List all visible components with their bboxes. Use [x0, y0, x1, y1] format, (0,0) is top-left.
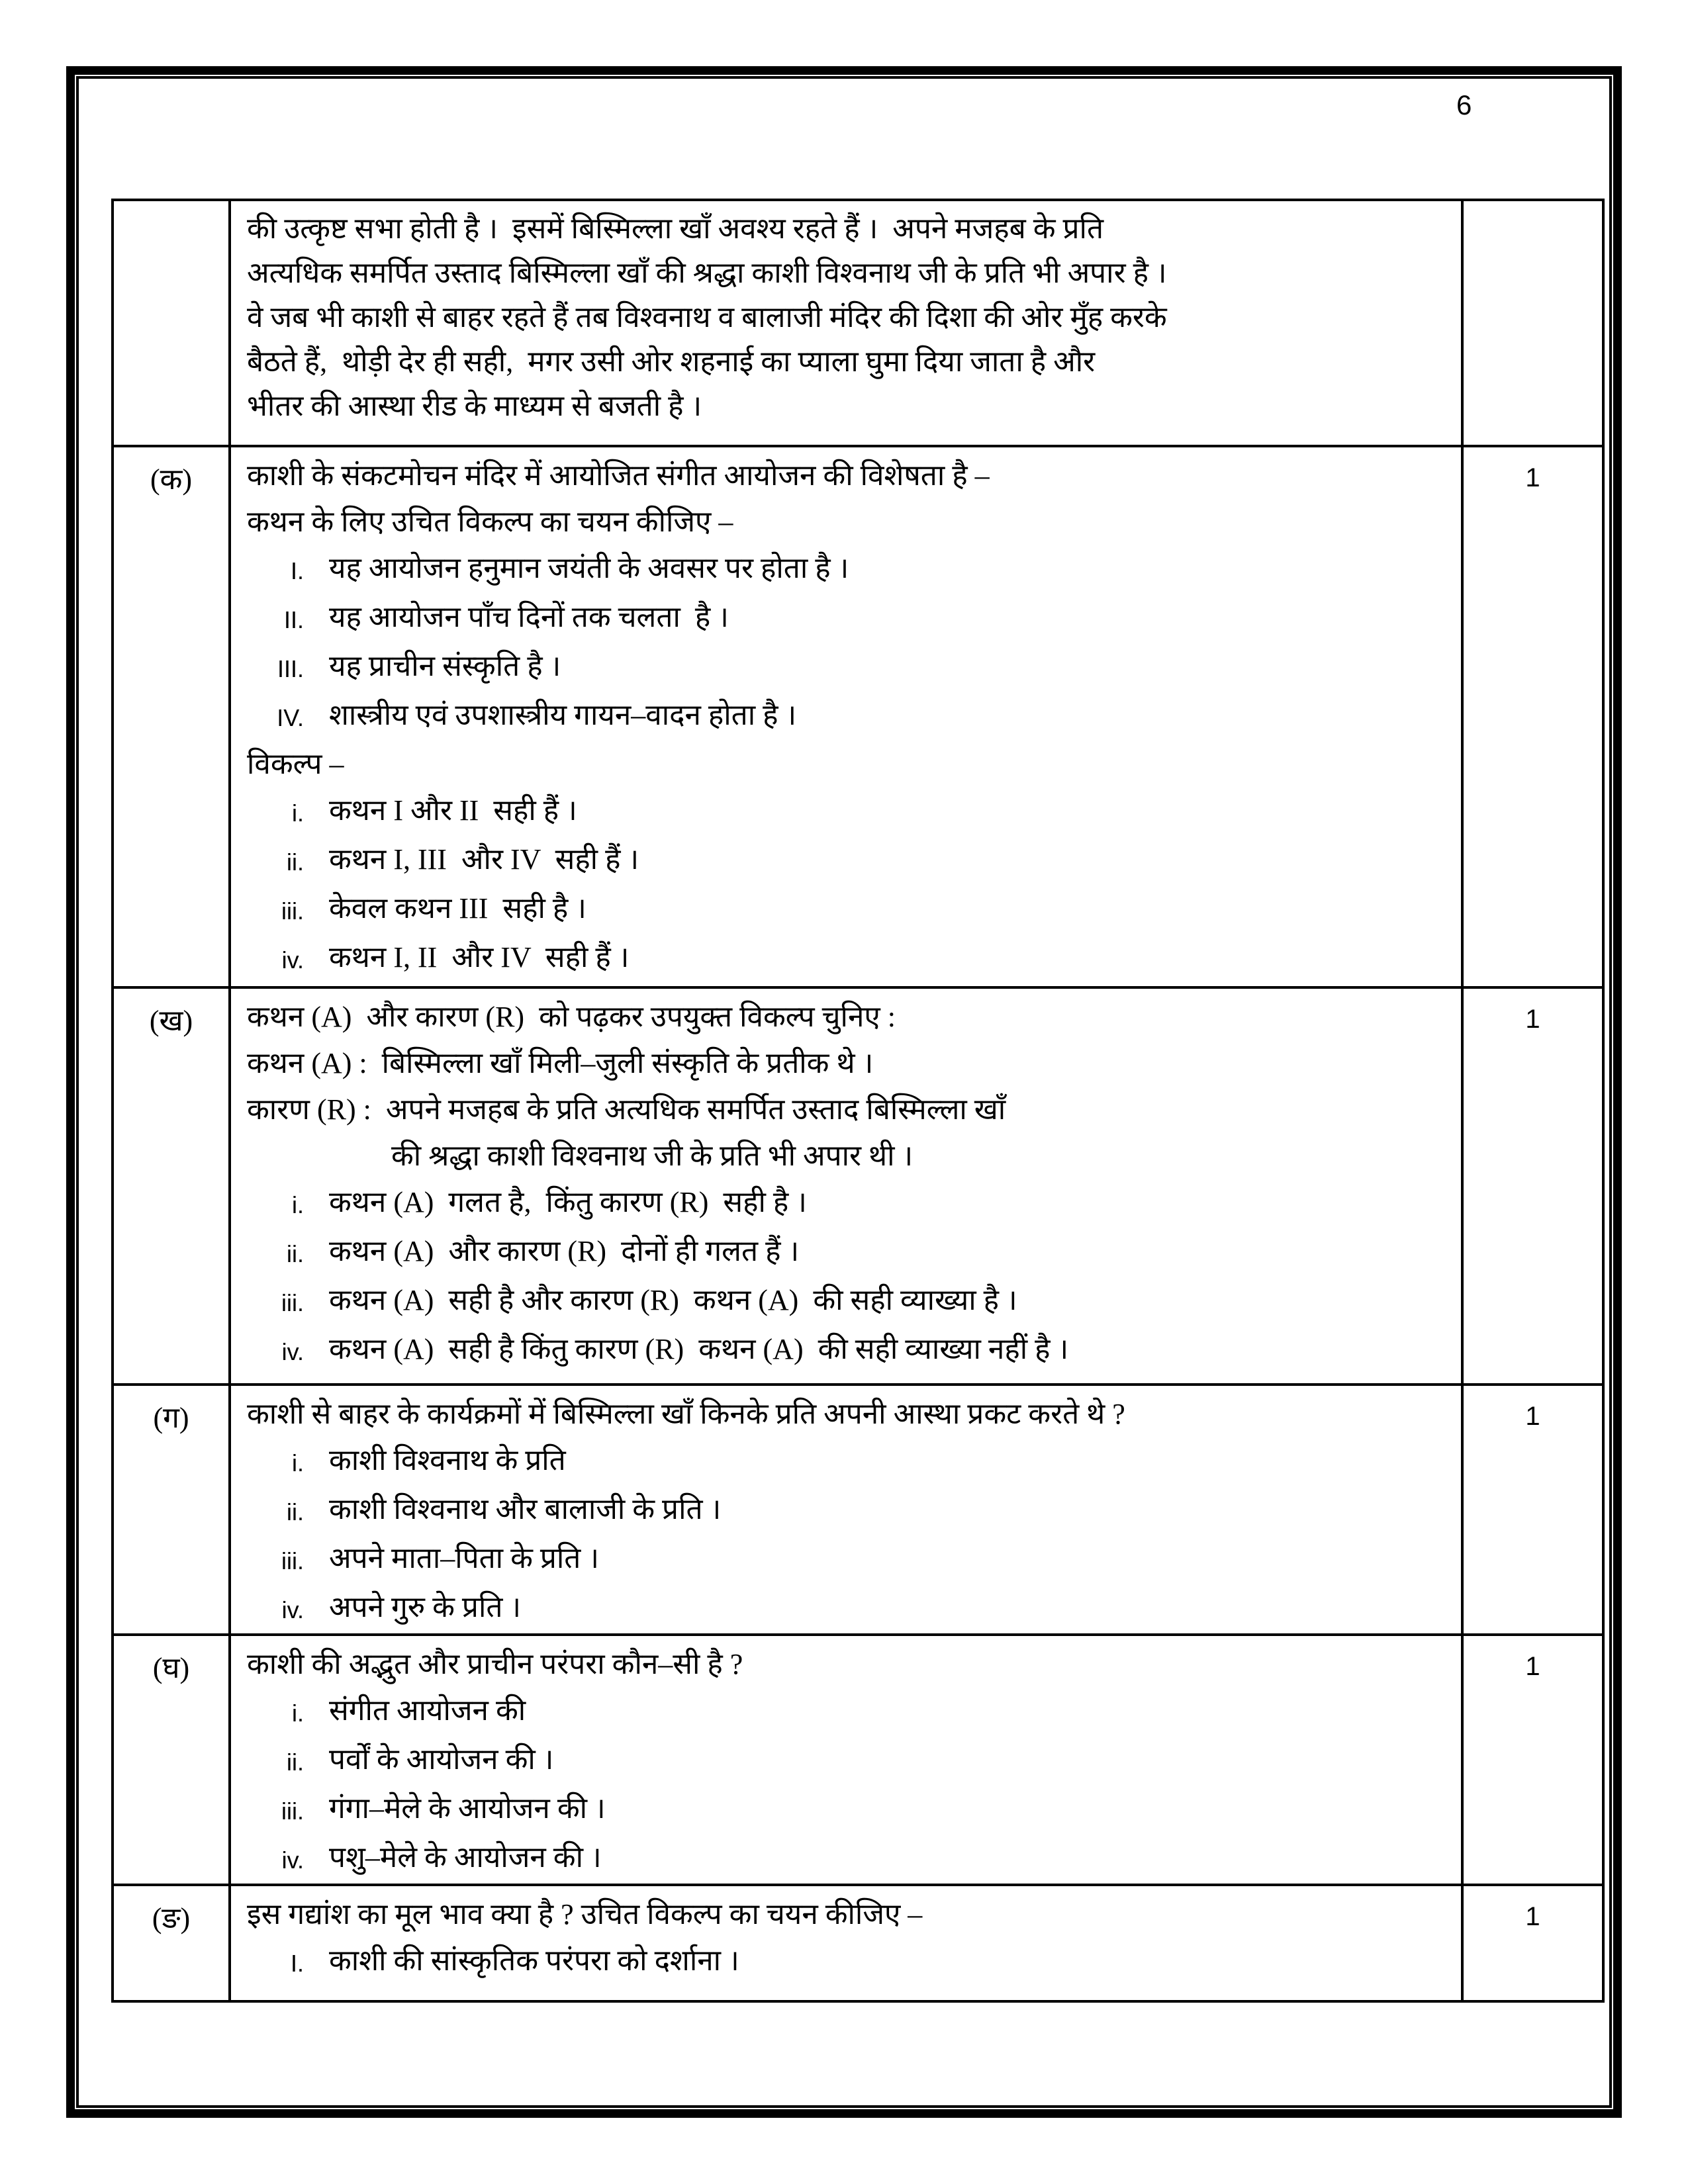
option-text: काशी विश्वनाथ और बालाजी के प्रति । — [329, 1493, 722, 1525]
option-num: I. — [290, 1950, 304, 1977]
kathan-line: कथन (A) : बिस्मिल्ला खाँ मिली–जुली संस्कृति के प्रतीक थे । — [247, 1047, 874, 1079]
passage-cell — [230, 200, 1462, 446]
passage-line: भीतर की आस्था रीड के माध्यम से बजती है । — [247, 390, 702, 422]
question-heading: काशी से बाहर के कार्यक्रमों में बिस्मिल्ला खाँ किनके प्रति अपनी आस्था प्रकट करते थे ? — [247, 1398, 1125, 1430]
option-text: कथन (A) और कारण (R) दोनों ही गलत हैं । — [329, 1235, 800, 1267]
option-num: iii. — [281, 1797, 304, 1825]
statement-item — [247, 545, 1452, 594]
option-text: अपने माता–पिता के प्रति । — [329, 1542, 600, 1574]
option-text: कथन I और II सही हैं । — [329, 794, 577, 827]
statement-num: IV. — [277, 704, 304, 731]
option-num: ii. — [287, 1498, 304, 1525]
option-text: केवल कथन III सही है । — [329, 892, 586, 925]
marks-value: 1 — [1462, 1385, 1603, 1635]
option-item — [247, 788, 1452, 837]
passage-line: बैठते हैं, थोड़ी देर ही सही, मगर उसी ओर शहनाई का प्याला घुमा दिया जाता है और — [247, 345, 1096, 378]
statement-item — [247, 594, 1452, 643]
karan-line-continuation: की श्रद्धा काशी विश्वनाथ जी के प्रति भी अपार थी । — [391, 1140, 914, 1172]
passage-row — [113, 200, 1603, 446]
option-item — [247, 1228, 1452, 1277]
option-num: ii. — [287, 848, 304, 876]
option-num: iii. — [281, 897, 304, 925]
passage-line: की उत्कृष्ट सभा होती है । इसमें बिस्मिल्ला खाँ अवश्य रहते हैं । अपने मजहब के प्रति — [247, 212, 1104, 245]
passage-marks-cell — [1462, 200, 1603, 446]
statement-text: यह आयोजन पाँच दिनों तक चलता है । — [329, 601, 729, 633]
option-num: iii. — [281, 1289, 304, 1316]
option-text: कथन I, III और IV सही हैं । — [329, 843, 639, 876]
option-num: iv. — [281, 946, 304, 974]
passage-line: अत्यधिक समर्पित उस्ताद बिस्मिल्ला खाँ की श्रद्धा काशी विश्वनाथ जी के प्रति भी अपार है । — [247, 257, 1167, 289]
option-num: iv. — [281, 1596, 304, 1623]
option-text: कथन (A) सही है और कारण (R) कथन (A) की सही व्याख्या है । — [329, 1284, 1017, 1316]
page-number: 6 — [1456, 89, 1472, 120]
option-item — [247, 1835, 1452, 1884]
question-cell-nga — [230, 1885, 1462, 2001]
option-item — [247, 1437, 1452, 1486]
option-item — [247, 1737, 1452, 1786]
question-label: (ख) — [113, 987, 230, 1385]
passage-line: वे जब भी काशी से बाहर रहते हैं तब विश्वनाथ व बालाजी मंदिर की दिशा की ओर मुँह करके — [247, 301, 1167, 334]
option-item — [247, 886, 1452, 934]
option-item — [247, 1688, 1452, 1737]
option-num: i. — [292, 1191, 304, 1218]
question-cell-kha — [230, 987, 1462, 1385]
statement-num: I. — [290, 557, 304, 584]
option-text: संगीत आयोजन की — [329, 1694, 526, 1727]
option-text: काशी की सांस्कृतिक परंपरा को दर्शाना । — [329, 1944, 739, 1977]
option-num: iii. — [281, 1547, 304, 1574]
question-heading: काशी के संकटमोचन मंदिर में आयोजित संगीत आयोजन की विशेषता है – — [247, 459, 990, 492]
question-label: (ग) — [113, 1385, 230, 1635]
statement-item — [247, 692, 1452, 741]
option-item — [247, 1938, 1452, 1987]
vikalp-label: विकल्प – — [247, 748, 344, 780]
question-heading: काशी की अद्भुत और प्राचीन परंपरा कौन–सी है ? — [247, 1648, 743, 1680]
question-cell-ga — [230, 1385, 1462, 1635]
option-item — [247, 1584, 1452, 1633]
option-item — [247, 1486, 1452, 1535]
statement-text: यह आयोजन हनुमान जयंती के अवसर पर होता है । — [329, 552, 849, 584]
statement-num: II. — [283, 606, 304, 633]
option-item — [247, 1786, 1452, 1835]
question-cell-gha — [230, 1635, 1462, 1885]
question-row-ga — [113, 1385, 1603, 1635]
option-item — [247, 1179, 1452, 1228]
statement-num: III. — [277, 655, 304, 682]
option-text: गंगा–मेले के आयोजन की । — [329, 1792, 606, 1825]
question-cell-ka — [230, 446, 1462, 987]
option-num: i. — [292, 1449, 304, 1477]
option-text: कथन (A) गलत है, किंतु कारण (R) सही है । — [329, 1186, 807, 1218]
question-row-gha — [113, 1635, 1603, 1885]
marks-value: 1 — [1462, 987, 1603, 1385]
question-label: (घ) — [113, 1635, 230, 1885]
question-row-kha — [113, 987, 1603, 1385]
marks-value: 1 — [1462, 446, 1603, 987]
option-text: काशी विश्वनाथ के प्रति — [329, 1444, 566, 1477]
marks-value: 1 — [1462, 1885, 1603, 2001]
statement-text: शास्त्रीय एवं उपशास्त्रीय गायन–वादन होता है । — [329, 699, 797, 731]
question-label: (क) — [113, 446, 230, 987]
option-item — [247, 837, 1452, 886]
question-heading: कथन (A) और कारण (R) को पढ़कर उपयुक्त विकल्प चुनिए : — [247, 1001, 896, 1033]
question-row-ka — [113, 446, 1603, 987]
marks-value: 1 — [1462, 1635, 1603, 1885]
question-row-nga — [113, 1885, 1603, 2001]
option-item — [247, 1535, 1452, 1584]
option-num: ii. — [287, 1749, 304, 1776]
option-text: पर्वों के आयोजन की । — [329, 1743, 554, 1776]
option-item — [247, 1326, 1452, 1375]
statement-text: यह प्राचीन संस्कृति है । — [329, 650, 561, 682]
option-num: ii. — [287, 1240, 304, 1267]
option-text: कथन (A) सही है किंतु कारण (R) कथन (A) की सही व्याख्या नहीं है । — [329, 1333, 1069, 1365]
option-num: iv. — [281, 1338, 304, 1365]
passage-label-cell — [113, 200, 230, 446]
question-heading: इस गद्यांश का मूल भाव क्या है ? उचित विकल्प का चयन कीजिए – — [247, 1898, 923, 1931]
questions-table — [111, 199, 1605, 2003]
karan-line: कारण (R) : अपने मजहब के प्रति अत्यधिक समर्पित उस्ताद बिस्मिल्ला खाँ — [247, 1093, 1006, 1126]
option-text: कथन I, II और IV सही हैं । — [329, 941, 630, 974]
question-label: (ङ) — [113, 1885, 230, 2001]
question-subheading: कथन के लिए उचित विकल्प का चयन कीजिए – — [247, 506, 733, 538]
statement-item — [247, 643, 1452, 692]
option-text: अपने गुरु के प्रति । — [329, 1591, 522, 1623]
option-item — [247, 1277, 1452, 1326]
option-item — [247, 934, 1452, 983]
option-num: i. — [292, 799, 304, 827]
option-num: i. — [292, 1700, 304, 1727]
option-text: पशु–मेले के आयोजन की । — [329, 1841, 602, 1874]
option-num: iv. — [281, 1846, 304, 1874]
